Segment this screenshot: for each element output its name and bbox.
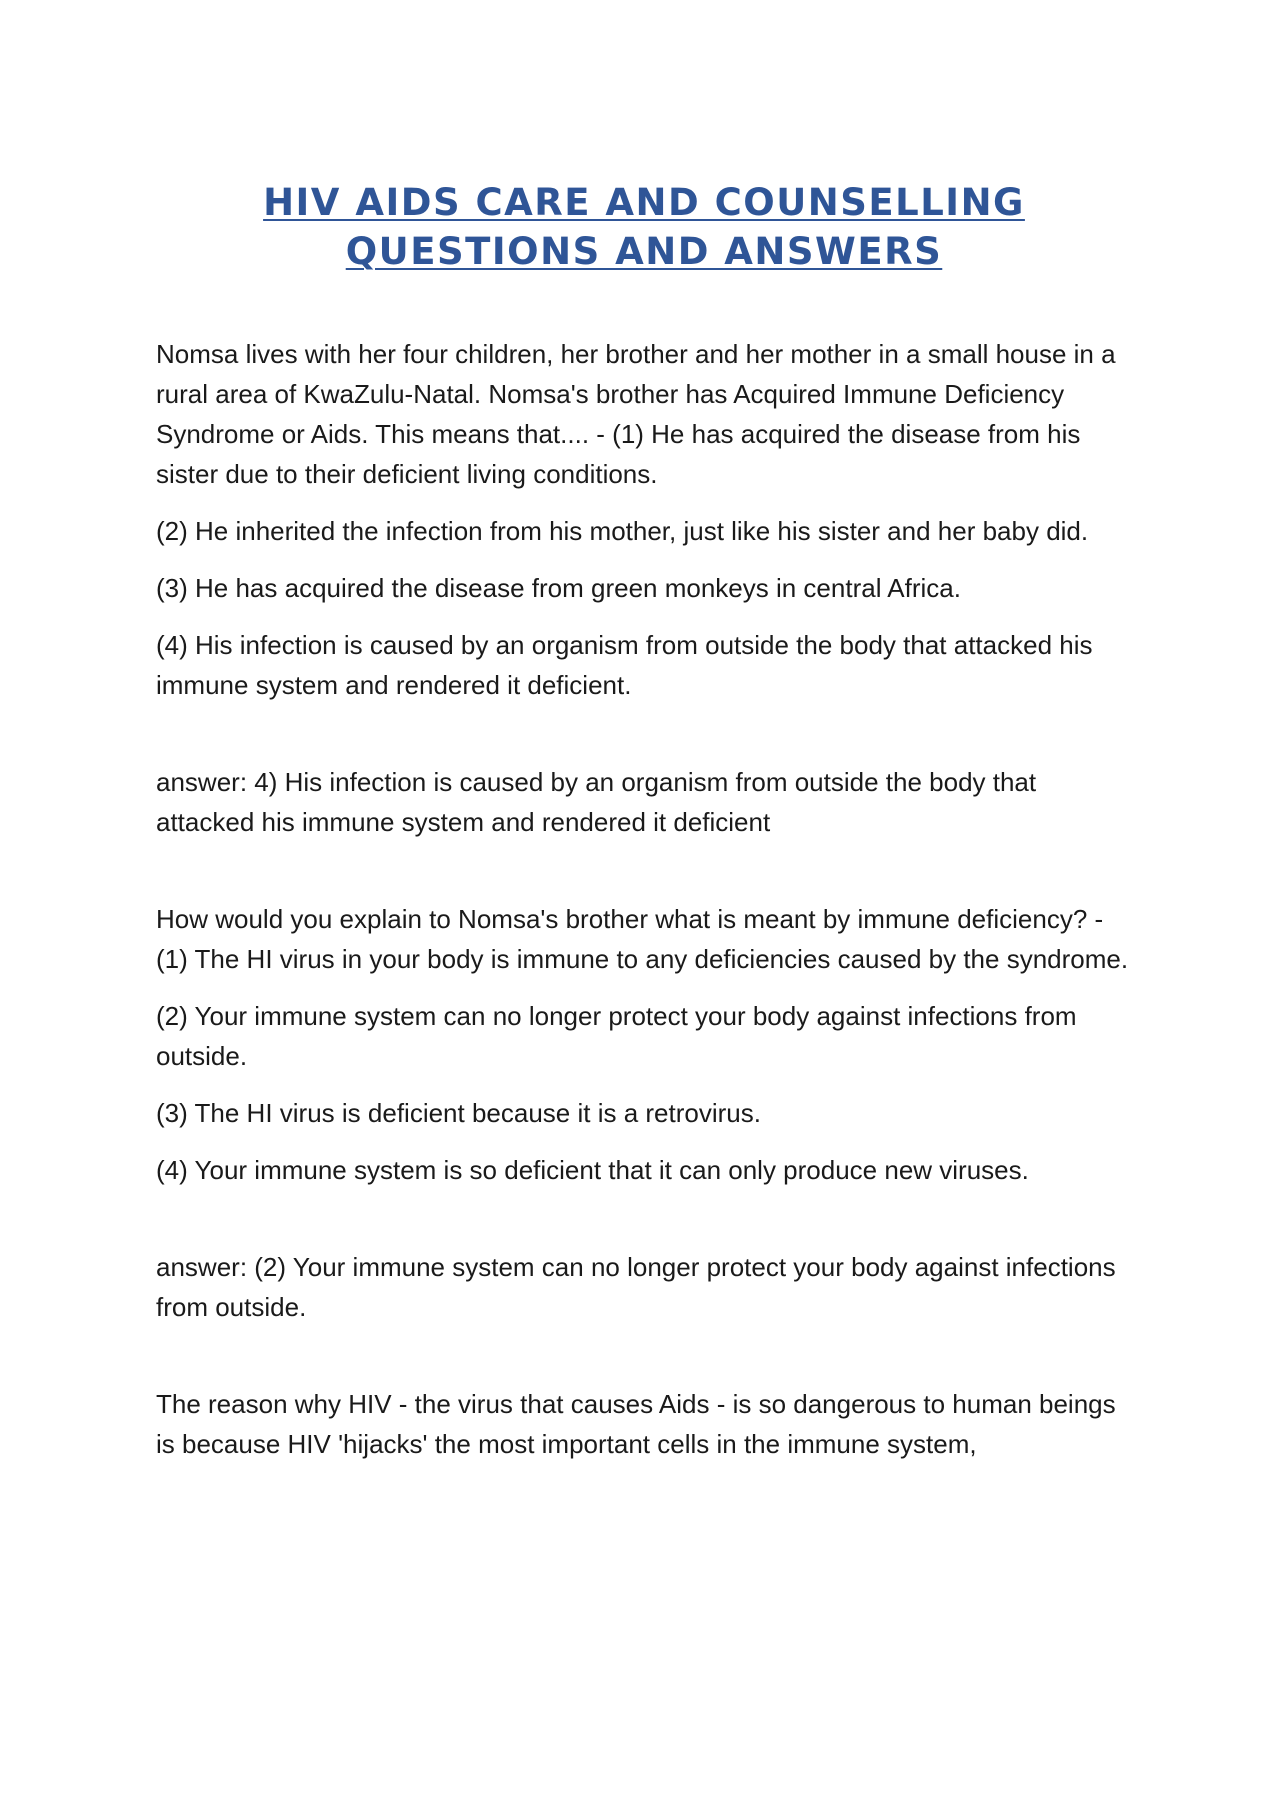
document-title [156, 178, 1132, 276]
question-2-option-3: (3) The HI virus is deficient because it is a retrovirus. [156, 1098, 761, 1128]
question-1-option-2: (2) He inherited the infection from his mother, just like his sister and her baby did. [156, 516, 1089, 546]
document-body [156, 334, 1136, 1481]
question-3-stem: The reason why HIV - the virus that causes Aids - is so dangerous to human beings is because HIV 'hijacks' the most important cells in the immune system, [156, 1389, 1116, 1459]
question-2-option-4: (4) Your immune system is so deficient that it can only produce new viruses. [156, 1155, 1029, 1185]
question-1-answer: answer: 4) His infection is caused by an organism from outside the body that attacked his immune system and rendered it deficient [156, 767, 1037, 837]
title-line-2: QUESTIONS AND ANSWERS [345, 230, 943, 273]
question-1-option-3: (3) He has acquired the disease from green monkeys in central Africa. [156, 573, 961, 603]
question-2-answer: answer: (2) Your immune system can no longer protect your body against infections from outside. [156, 1252, 1116, 1322]
question-1-option-4: (4) His infection is caused by an organism from outside the body that attacked his immune system and rendered it deficient. [156, 630, 1093, 700]
title-line-1: HIV AIDS CARE AND COUNSELLING [263, 181, 1025, 224]
question-2-stem: How would you explain to Nomsa's brother what is meant by immune deficiency? - (1) The HI virus in your body is immune to any deficiencies caused by the syndrome. [156, 904, 1129, 974]
question-2-option-2: (2) Your immune system can no longer protect your body against infections from outside. [156, 1001, 1077, 1071]
question-1-stem: Nomsa lives with her four children, her brother and her mother in a small house in a rural area of KwaZulu-Natal. Nomsa's brother has Acquired Immune Deficiency Syndrome or Aids. This means that.... - (1) He has acquired the disease from his sister due to their deficient living conditions. [156, 339, 1116, 489]
